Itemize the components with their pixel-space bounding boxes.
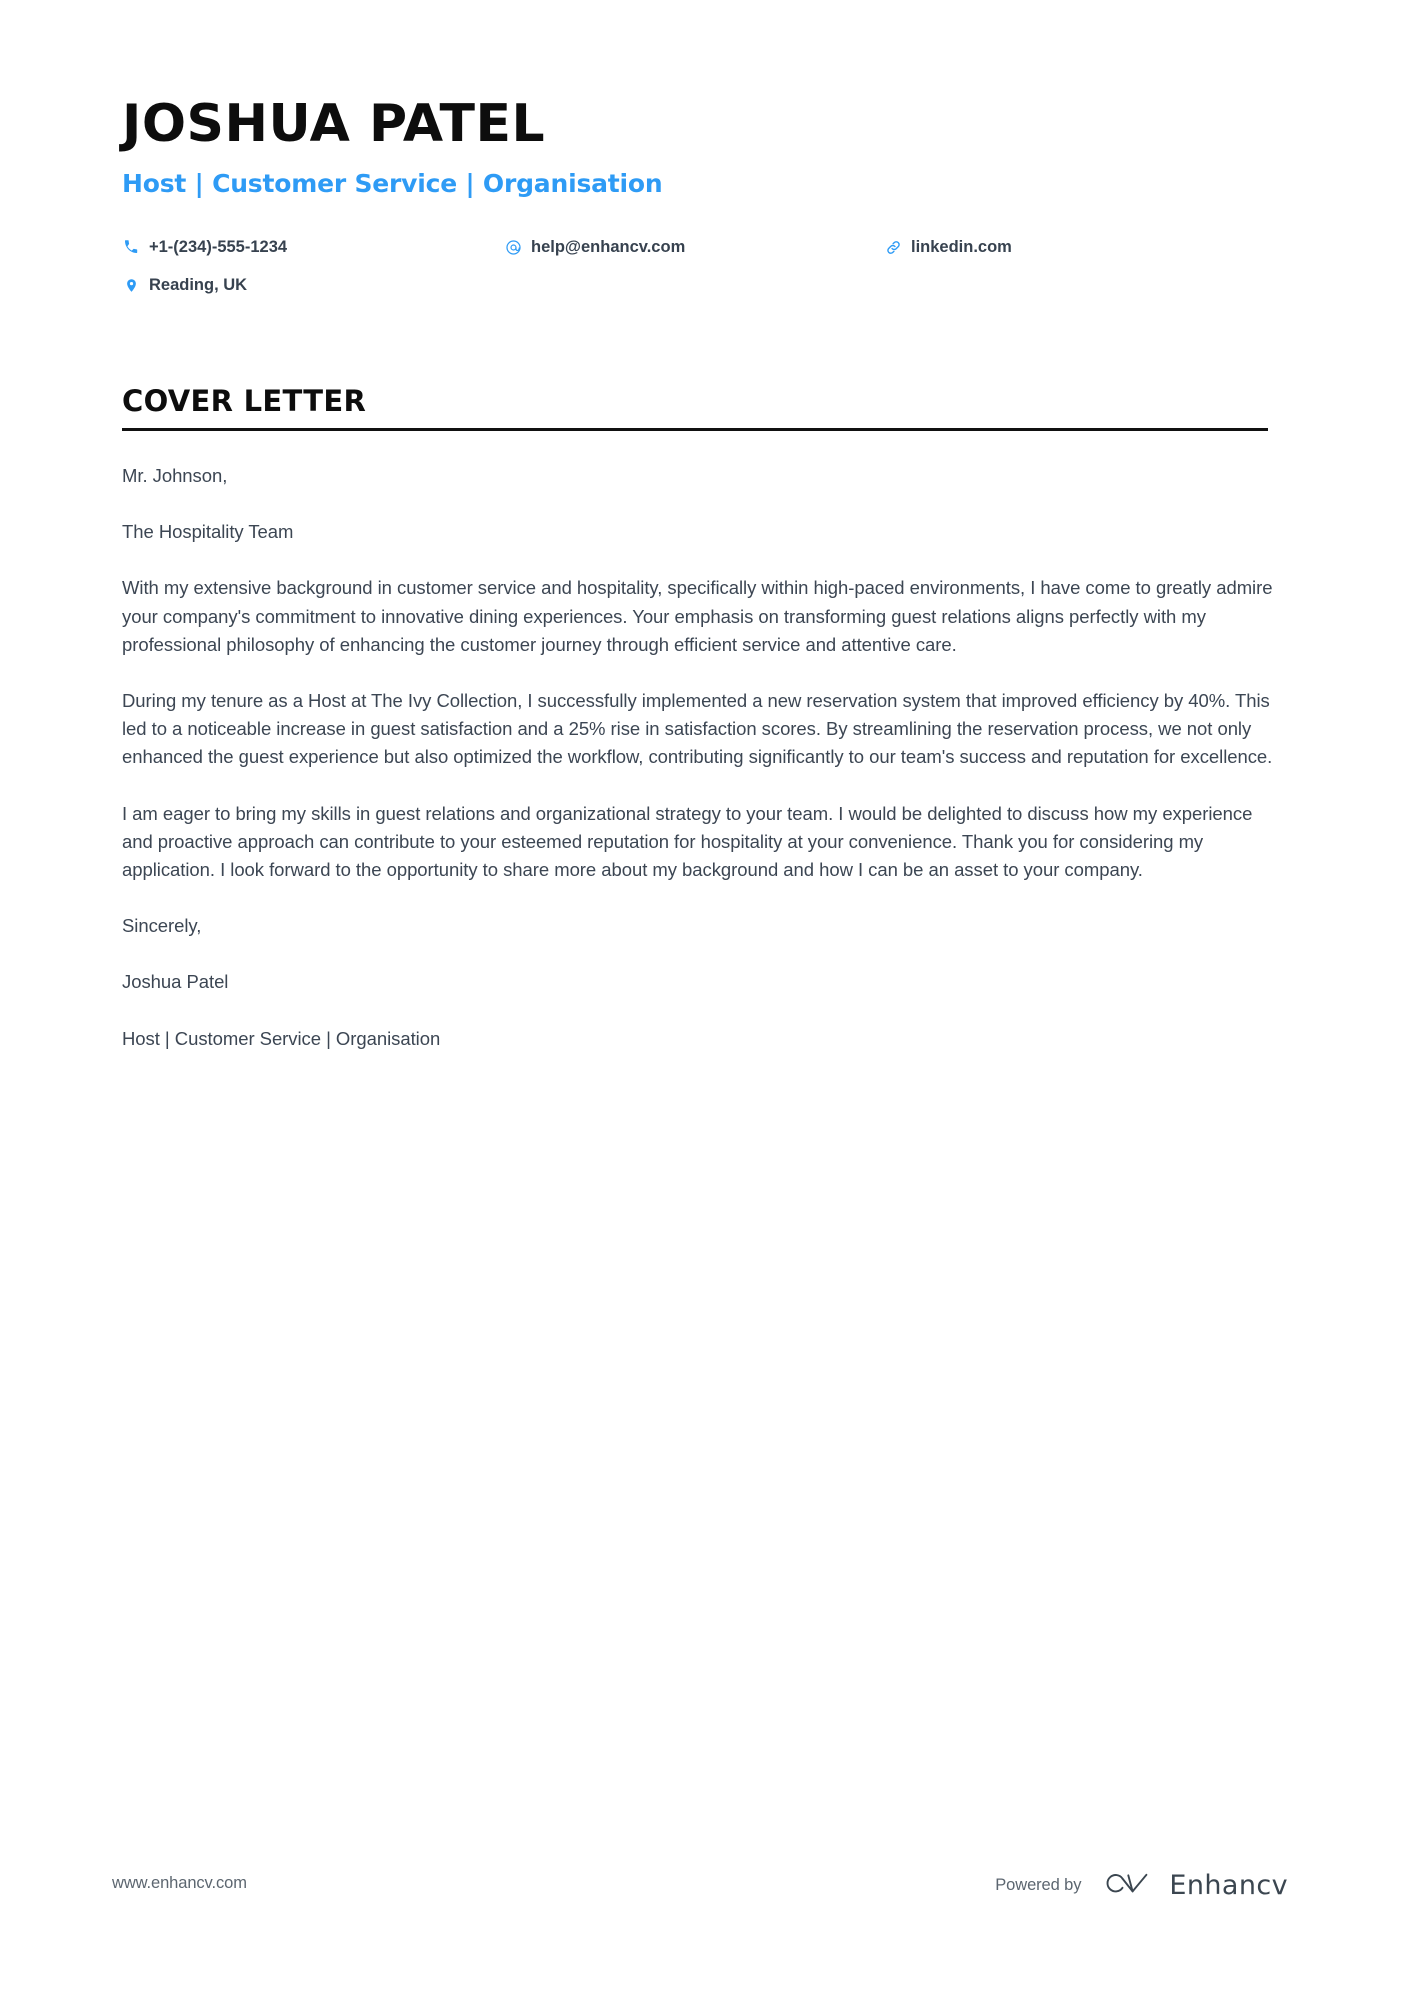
letter-paragraph-3: I am eager to bring my skills in guest relations and organizational strategy to your team. I would be delighted to discuss how my experience and proactive approach can contribute to your esteemed reputation for hospitality at your convenience. Thank you for considering my application. I look forward to the opportunity to share more about my background and how I can be an asset to your company. — [122, 802, 1253, 881]
letter-paragraph-1: With my extensive background in customer service and hospitality, specifically within high-paced environments, I have come to greatly admire your company's commitment to innovative dining experiences. Your emphasis on transforming guest relations aligns perfectly with my professional philosophy of enhancing the customer journey through efficient service and attentive care. — [122, 577, 1273, 655]
letter-recipient: The Hospitality Team — [122, 521, 294, 543]
location-pin-icon — [122, 276, 140, 294]
document-footer — [0, 1868, 1410, 1908]
letter-signature-name: Joshua Patel — [122, 971, 229, 993]
letter-signature-title: Host | Customer Service | Organisation — [122, 1027, 441, 1049]
document-header — [122, 96, 1288, 199]
enhancv-logo[interactable] — [1103, 1868, 1288, 1903]
contact-row — [122, 276, 1288, 314]
contact-location-label: Reading, UK — [149, 275, 248, 294]
phone-icon — [122, 238, 140, 256]
contact-location — [122, 276, 504, 294]
letter-closing: Sincerely, — [122, 915, 202, 937]
contact-website-label: linkedin.com — [911, 237, 1012, 256]
candidate-name: JOSHUA PATEL — [122, 94, 546, 154]
letter-salutation: Mr. Johnson, — [122, 465, 228, 486]
enhancv-cv-logo-icon — [1103, 1868, 1155, 1903]
link-icon — [884, 238, 902, 256]
footer-branding — [995, 1868, 1288, 1903]
section-title: COVER LETTER — [122, 384, 367, 418]
contact-phone[interactable] — [122, 238, 504, 256]
cover-letter-body — [122, 462, 1282, 1053]
email-icon — [504, 238, 522, 256]
contact-phone-label: +1-(234)-555-1234 — [149, 237, 288, 256]
enhancv-wordmark: Enhancv — [1169, 1870, 1288, 1901]
contact-block — [122, 238, 1288, 314]
contact-email-label: help@enhancv.com — [531, 237, 686, 256]
powered-by-label: Powered by — [995, 1876, 1082, 1894]
contact-website[interactable] — [884, 238, 1214, 256]
footer-website-url[interactable]: www.enhancv.com — [112, 1874, 247, 1892]
section-divider — [122, 428, 1268, 431]
contact-row — [122, 238, 1288, 276]
letter-paragraph-2: During my tenure as a Host at The Ivy Collection, I successfully implemented a new reservation system that improved efficiency by 40%. This led to a noticeable increase in guest satisfaction and a 25% rise in satisfaction scores. By streamlining the reservation process, we not only enhanced the guest experience but also optimized the workflow, contributing significantly to our team's success and reputation for excellence. — [122, 690, 1273, 768]
contact-email[interactable] — [504, 238, 884, 256]
candidate-headline: Host | Customer Service | Organisation — [122, 169, 663, 199]
cover-letter-section-header — [122, 386, 1288, 431]
